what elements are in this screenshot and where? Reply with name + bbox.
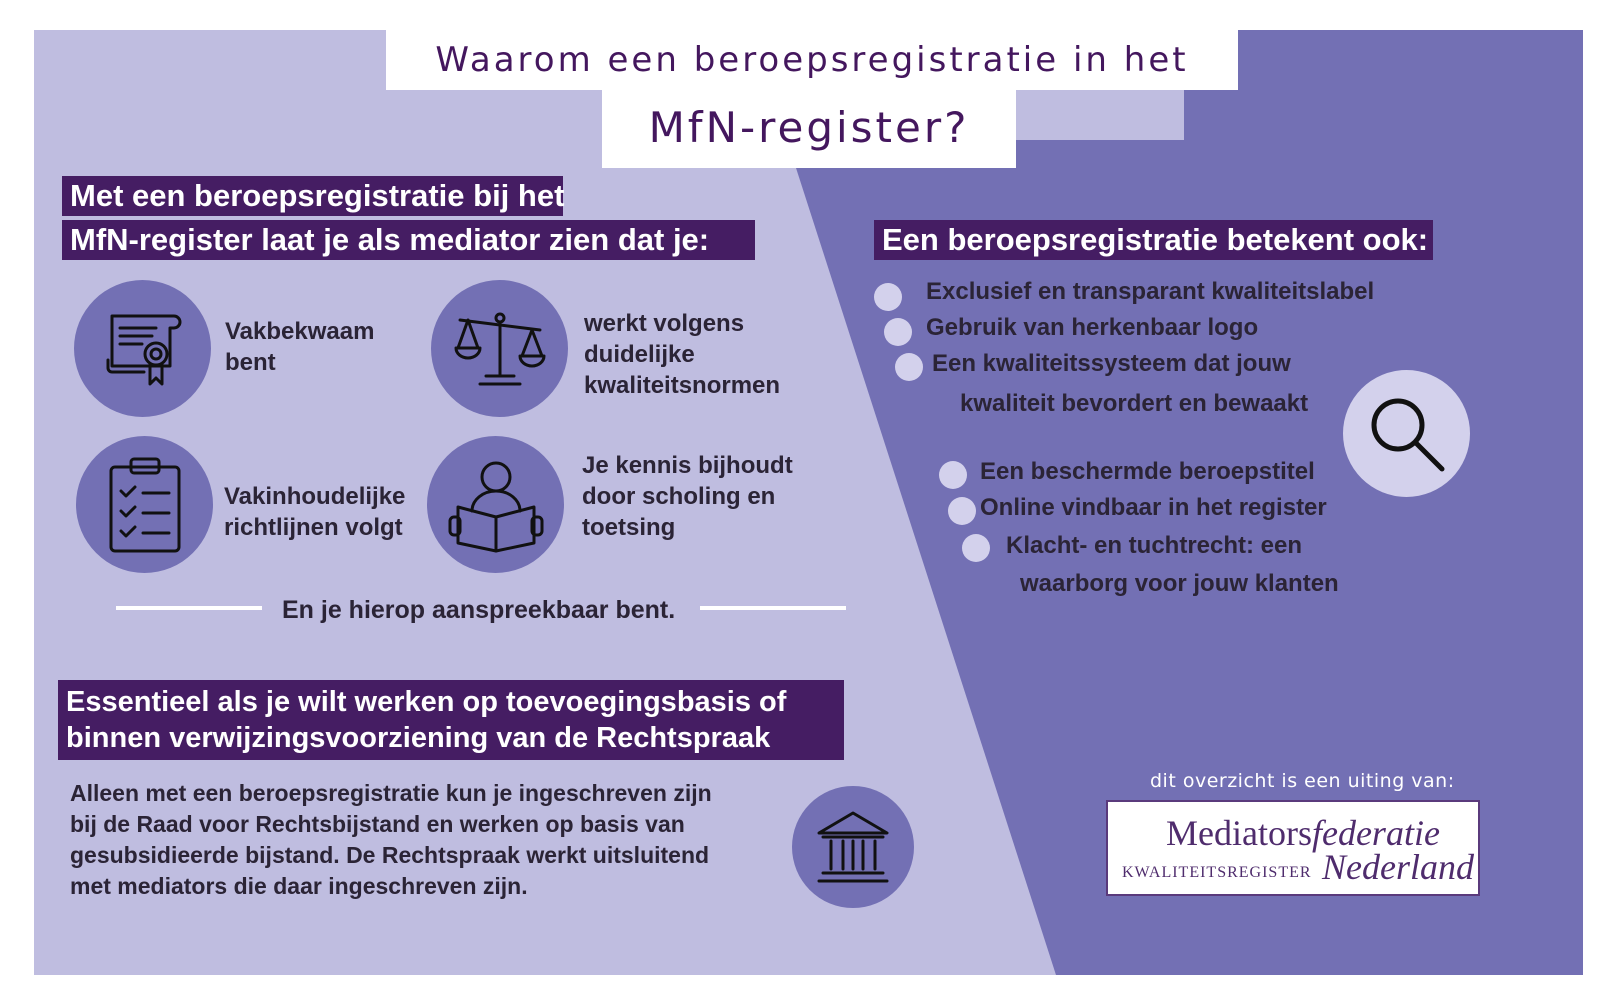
bullet-dot bbox=[948, 497, 976, 525]
bullet-kwaliteitssysteem-cont: kwaliteit bevordert en bewaakt bbox=[960, 390, 1309, 417]
left-heading-line1: Met een beroepsregistratie bij het bbox=[62, 176, 563, 216]
body-line: met mediators die daar ingeschreven zijn. bbox=[70, 873, 528, 899]
divider-left bbox=[116, 606, 262, 610]
logo-name-part3: Nederland bbox=[1322, 847, 1474, 887]
logo-caption: dit overzicht is een uiting van: bbox=[1150, 770, 1455, 792]
bullet-dot bbox=[895, 353, 923, 381]
bullet-dot bbox=[962, 534, 990, 562]
checklist-icon bbox=[76, 436, 213, 573]
bottom-heading bbox=[58, 680, 844, 760]
page-title-line1: Waarom een beroepsregistratie in het bbox=[386, 30, 1238, 90]
body-line: Alleen met een beroepsregistratie kun je ingeschreven zijn bbox=[70, 780, 712, 806]
bottom-body-text bbox=[70, 778, 770, 902]
reading-person-icon bbox=[427, 436, 564, 573]
logo-name-part1: Mediators bbox=[1166, 813, 1312, 853]
feature-richtlijnen: Vakinhoudelijke richtlijnen volgt bbox=[224, 483, 406, 541]
bullet-beroepstitel: Een beschermde beroepstitel bbox=[980, 458, 1315, 485]
certificate-icon bbox=[74, 280, 211, 417]
courthouse-icon bbox=[792, 786, 914, 908]
bullet-tuchtrecht: Klacht- en tuchtrecht: een bbox=[1006, 532, 1303, 559]
bullet-vindbaar: Online vindbaar in het register bbox=[980, 494, 1327, 521]
left-heading-line2: MfN-register laat je als mediator zien dat je: bbox=[62, 220, 755, 260]
bullet-dot bbox=[874, 283, 902, 311]
bullet-tuchtrecht-cont: waarborg voor jouw klanten bbox=[1020, 570, 1339, 597]
logo-name-part2: federatie bbox=[1311, 813, 1440, 853]
right-heading: Een beroepsregistratie betekent ook: bbox=[874, 220, 1433, 260]
accountable-text: En je hierop aanspreekbaar bent. bbox=[282, 596, 676, 624]
bullet-dot bbox=[939, 461, 967, 489]
feature-vakbekwaam: Vakbekwaam bent bbox=[225, 318, 375, 376]
bottom-heading-line2: binnen verwijzingsvoorziening van de Rechtspraak bbox=[66, 722, 771, 754]
bullet-dot bbox=[884, 318, 912, 346]
bullet-kwaliteitssysteem: Een kwaliteitssysteem dat jouw bbox=[932, 350, 1291, 377]
bullet-kwaliteitslabel: Exclusief en transparant kwaliteitslabel bbox=[926, 278, 1375, 305]
mediatorsfederatie-logo bbox=[1106, 800, 1480, 896]
right-panel-top-background bbox=[1184, 30, 1583, 141]
magnifier-icon bbox=[1343, 370, 1470, 497]
page-title-line2: MfN-register? bbox=[602, 90, 1016, 168]
bottom-heading-line1: Essentieel als je wilt werken op toevoegingsbasis of bbox=[66, 686, 787, 718]
body-line: bij de Raad voor Rechtsbijstand en werken op basis van bbox=[70, 811, 685, 837]
bullet-logo: Gebruik van herkenbaar logo bbox=[926, 314, 1259, 341]
feature-kwaliteitsnormen: werkt volgens duidelijke kwaliteitsnormen bbox=[584, 310, 781, 399]
scales-icon bbox=[431, 280, 568, 417]
infographic bbox=[34, 30, 1583, 975]
body-line: gesubsidieerde bijstand. De Rechtspraak werkt uitsluitend bbox=[70, 842, 710, 868]
divider-right bbox=[700, 606, 846, 610]
logo-subtitle: KWALITEITSREGISTER bbox=[1122, 864, 1312, 881]
feature-scholing: Je kennis bijhoudt door scholing en toetsing bbox=[582, 452, 793, 541]
